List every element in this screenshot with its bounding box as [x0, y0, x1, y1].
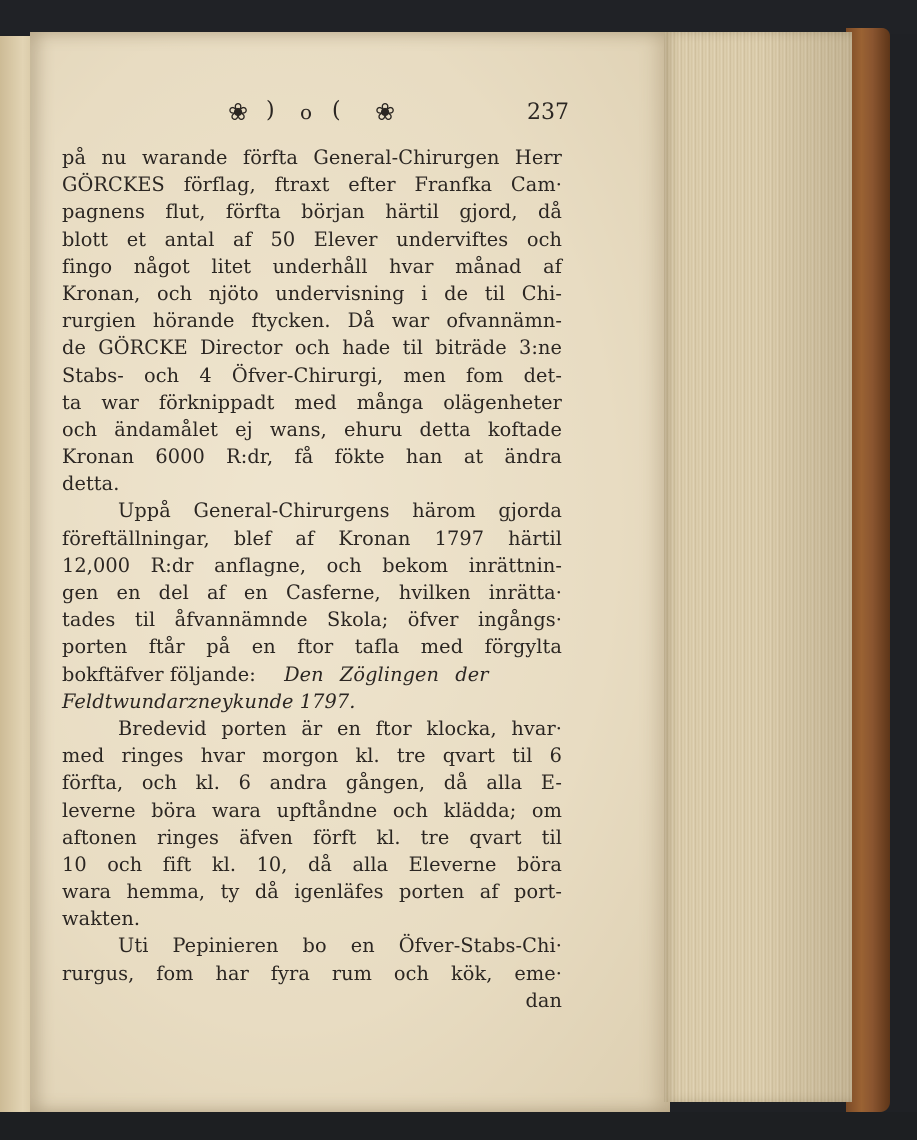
text-line: Uti Pepinieren bo en Öfver-Stabs-Chi· [118, 934, 562, 958]
text-line: de GÖRCKE Director och hade til biträde 3:ne [62, 336, 562, 360]
text-line: Stabs- och 4 Öfver-Chirurgi, men fom det- [62, 363, 562, 387]
text-line: med ringes hvar morgon kl. tre qvart til 6 [62, 744, 562, 768]
text-line: fingo något litet underhåll hvar månad af [62, 254, 562, 278]
text-line: förfta, och kl. 6 andra gången, då alla E- [62, 771, 562, 795]
italic-title: Den Zöglingen der [284, 662, 489, 686]
background-top [0, 0, 917, 34]
text-line: gen en del af en Casferne, hvilken inrätta· [62, 581, 562, 604]
text-line: leverne böra wara upftåndne och klädda; om [62, 798, 562, 822]
book-cover-edge [846, 28, 890, 1112]
ornament-right-icon: ❀ [375, 98, 396, 126]
text-line-with-title [62, 661, 562, 688]
fore-edge-shadow [760, 32, 852, 1102]
running-head [62, 98, 569, 144]
text-line: rurgus, fom har fyra rum och kök, eme· [62, 961, 562, 985]
ornament-left-icon: ❀ [228, 98, 249, 126]
text-line: Kronan 6000 R:dr, få fökte han at ändra [62, 445, 562, 469]
text-line: wakten. [62, 907, 141, 931]
background-bottom [0, 1112, 917, 1140]
text-line: rurgien hörande ftycken. Då war ofvannämn- [62, 309, 562, 333]
catchword: dan [525, 988, 562, 1012]
text-line-part: bokftäfver följande: [62, 662, 256, 686]
text-line: porten ftår på en ftor tafla med förgylta [62, 635, 562, 659]
text-line: tades til åfvannämnde Skola; öfver ingångs· [62, 608, 562, 632]
text-line: Kronan, och njöto undervisning i de til Chi- [62, 281, 562, 305]
head-paren-right: ( [332, 98, 341, 123]
text-line: aftonen ringes äfven förft kl. tre qvart til [62, 825, 562, 849]
head-center-mark: o [300, 100, 313, 124]
page-text [62, 98, 569, 1014]
page-number: 237 [527, 100, 569, 125]
text-line: på nu warande förfta General-Chirurgen Herr [62, 146, 562, 169]
text-line: blott et antal af 50 Elever underviftes och [62, 227, 562, 251]
text-line: och ändamålet ej wans, ehuru detta koftade [62, 417, 562, 441]
text-line: Uppå General-Chirurgens härom gjorda [118, 499, 562, 523]
text-line: wara hemma, ty då igenläfes porten af port- [62, 880, 562, 904]
head-paren-left: ) [266, 98, 275, 123]
text-line: 12,000 R:dr anflagne, och bekom inrättnin- [62, 553, 562, 577]
text-line: ta war förknippadt med många olägenheter [62, 390, 562, 414]
text-line: detta. [62, 472, 120, 496]
text-line: pagnens flut, förfta början härtil gjord, då [62, 200, 562, 224]
text-line: GÖRCKES förflag, ftraxt efter Franfka Cam· [62, 173, 562, 197]
text-line: Bredevid porten är en ftor klocka, hvar· [118, 716, 562, 740]
text-line: föreftällningar, blef af Kronan 1797 härtil [62, 526, 562, 550]
italic-title-line: Feldtwundarzneykunde 1797. [62, 689, 356, 713]
text-line: 10 och fift kl. 10, då alla Eleverne böra [62, 852, 562, 876]
